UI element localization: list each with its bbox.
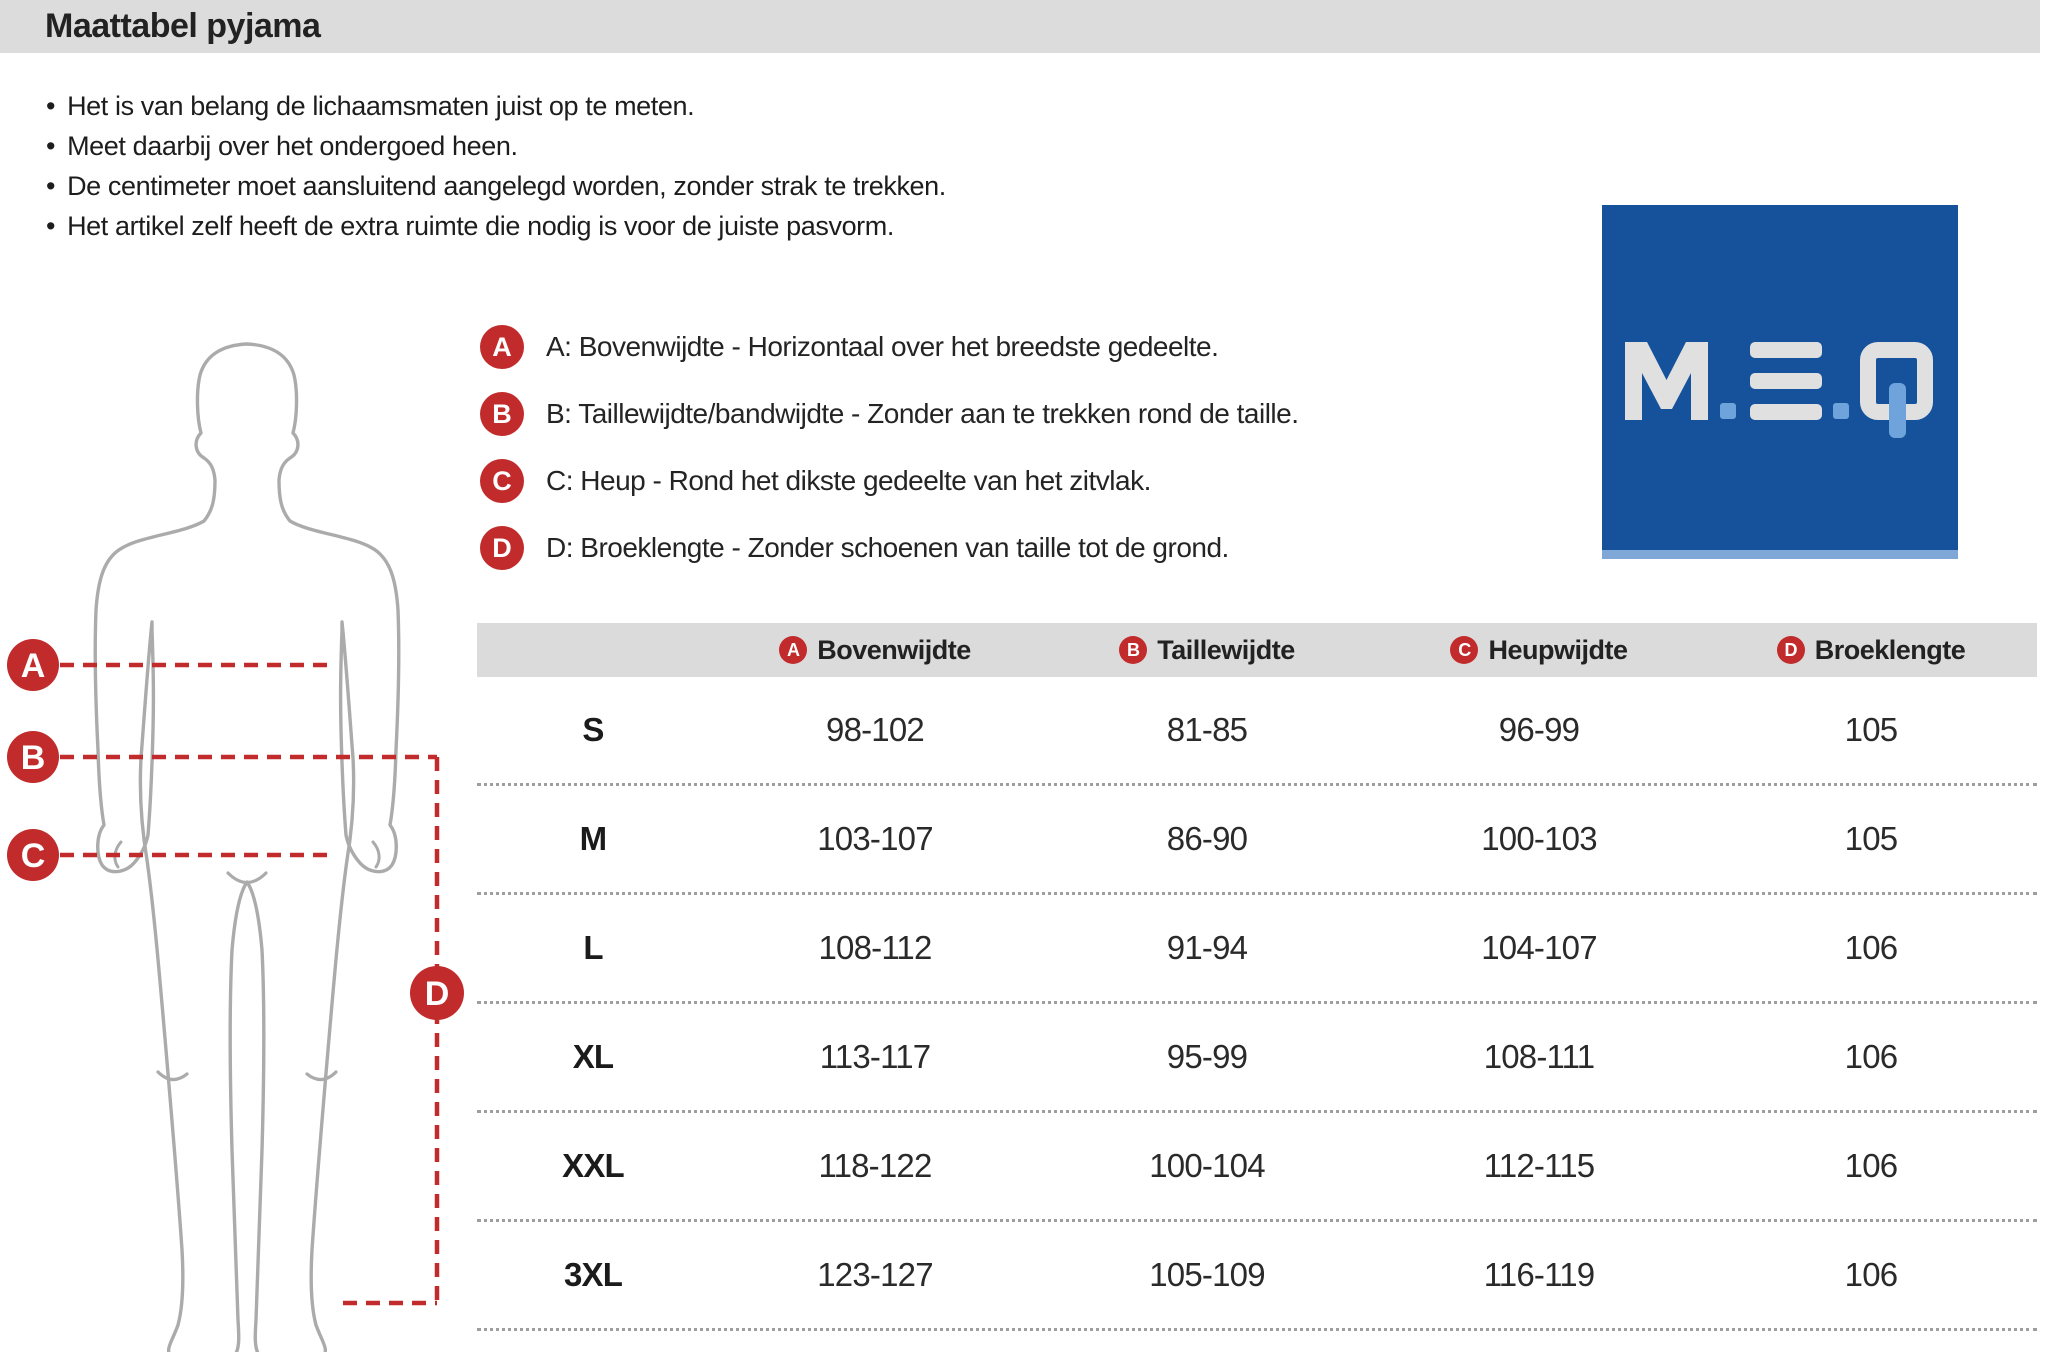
header-label-taillewijdte: Taillewijdte (1157, 634, 1295, 665)
value-heupwijdte: 112-115 (1483, 1147, 1595, 1184)
knee-line-right (307, 1072, 336, 1080)
header-heupwijdte (1373, 635, 1705, 666)
size-label: XXL (562, 1147, 624, 1184)
value-broeklengte: 106 (1844, 1038, 1898, 1075)
value-broeklengte: 106 (1844, 1256, 1898, 1293)
size-label: L (583, 929, 603, 966)
table-row-l (477, 895, 2037, 1004)
value-bovenwijdte: 113-117 (819, 1038, 931, 1075)
body-measurement-diagram (0, 330, 470, 1352)
legend-row-d (480, 526, 1299, 570)
logo-letter-q-tail (1889, 383, 1906, 438)
value-broeklengte: 106 (1844, 1147, 1898, 1184)
legend-row-a (480, 325, 1299, 369)
value-taillewijdte: 95-99 (1166, 1038, 1248, 1075)
instruction-item: • De centimeter moet aansluitend aangelegd worden, zonder strak te trekken. (46, 166, 946, 206)
value-heupwijdte: 116-119 (1483, 1256, 1595, 1293)
size-label: S (582, 711, 604, 748)
table-row-s (477, 677, 2037, 786)
legend-row-c (480, 459, 1299, 503)
marker-d-badge: D (480, 526, 524, 570)
value-heupwijdte: 100-103 (1481, 820, 1597, 857)
instruction-item: • Meet daarbij over het ondergoed heen. (46, 126, 946, 166)
svg-text:C: C (20, 837, 46, 875)
header-badge-a: A (779, 636, 807, 664)
instruction-list (46, 86, 946, 246)
legend-text-a: A: Bovenwijdte - Horizontaal over het breedste gedeelte. (546, 331, 1219, 362)
size-table-header (477, 623, 2037, 677)
legend-text-c: C: Heup - Rond het dikste gedeelte van het zitvlak. (546, 465, 1151, 496)
marker-c (7, 829, 59, 881)
brand-logo-meq (1602, 205, 1958, 559)
knee-line-left (158, 1072, 187, 1080)
svg-text:D: D (424, 975, 450, 1013)
header-bovenwijdte (709, 635, 1041, 666)
table-row-xl (477, 1004, 2037, 1113)
size-label: 3XL (563, 1256, 623, 1293)
table-row-m (477, 786, 2037, 895)
value-bovenwijdte: 123-127 (817, 1256, 933, 1293)
instruction-item: • Het is van belang de lichaamsmaten juist op te meten. (46, 86, 946, 126)
legend-row-b (480, 392, 1299, 436)
value-broeklengte: 105 (1844, 820, 1898, 857)
value-taillewijdte: 105-109 (1149, 1256, 1265, 1293)
value-taillewijdte: 91-94 (1166, 929, 1248, 966)
title-bar (0, 0, 2040, 53)
marker-a-badge: A (480, 325, 524, 369)
logo-dot-1 (1720, 403, 1736, 419)
size-label: XL (572, 1038, 614, 1075)
value-broeklengte: 106 (1844, 929, 1898, 966)
value-broeklengte: 105 (1844, 711, 1898, 748)
size-label: M (579, 820, 607, 857)
logo-dot-2 (1833, 403, 1849, 419)
header-badge-c: C (1450, 636, 1478, 664)
logo-underline (1602, 550, 1958, 559)
svg-text:A: A (20, 647, 46, 685)
table-row-xxl (477, 1113, 2037, 1222)
size-table (477, 623, 2037, 1331)
table-row-3xl (477, 1222, 2037, 1331)
thumb-line-right (373, 842, 379, 867)
value-heupwijdte: 104-107 (1481, 929, 1597, 966)
marker-c-badge: C (480, 459, 524, 503)
value-taillewijdte: 81-85 (1166, 711, 1248, 748)
header-badge-d: D (1777, 636, 1805, 664)
hip-line (228, 873, 266, 883)
measurement-legend (480, 325, 1299, 593)
value-heupwijdte: 96-99 (1498, 711, 1580, 748)
marker-b-badge: B (480, 392, 524, 436)
value-bovenwijdte: 103-107 (817, 820, 933, 857)
header-label-heupwijdte: Heupwijdte (1488, 634, 1628, 665)
legend-text-d: D: Broeklengte - Zonder schoenen van taille tot de grond. (546, 532, 1229, 563)
marker-a (7, 639, 59, 691)
value-taillewijdte: 100-104 (1149, 1147, 1265, 1184)
marker-b (7, 731, 59, 783)
header-broeklengte (1705, 635, 2037, 666)
page-title: Maattabel pyjama (45, 7, 321, 45)
header-badge-b: B (1119, 636, 1147, 664)
value-heupwijdte: 108-111 (1483, 1038, 1595, 1075)
value-bovenwijdte: 108-112 (818, 929, 932, 966)
header-taillewijdte (1041, 635, 1373, 666)
value-taillewijdte: 86-90 (1166, 820, 1248, 857)
legend-text-b: B: Taillewijdte/bandwijdte - Zonder aan te trekken rond de taille. (546, 398, 1299, 429)
logo-letter-e (1750, 342, 1822, 420)
value-bovenwijdte: 98-102 (826, 711, 924, 748)
marker-d (410, 966, 464, 1020)
header-label-bovenwijdte: Bovenwijdte (817, 634, 971, 665)
instruction-item: • Het artikel zelf heeft de extra ruimte die nodig is voor de juiste pasvorm. (46, 206, 946, 246)
body-outline (95, 344, 399, 1352)
value-bovenwijdte: 118-122 (818, 1147, 932, 1184)
header-label-broeklengte: Broeklengte (1814, 634, 1966, 665)
svg-text:B: B (20, 739, 46, 777)
